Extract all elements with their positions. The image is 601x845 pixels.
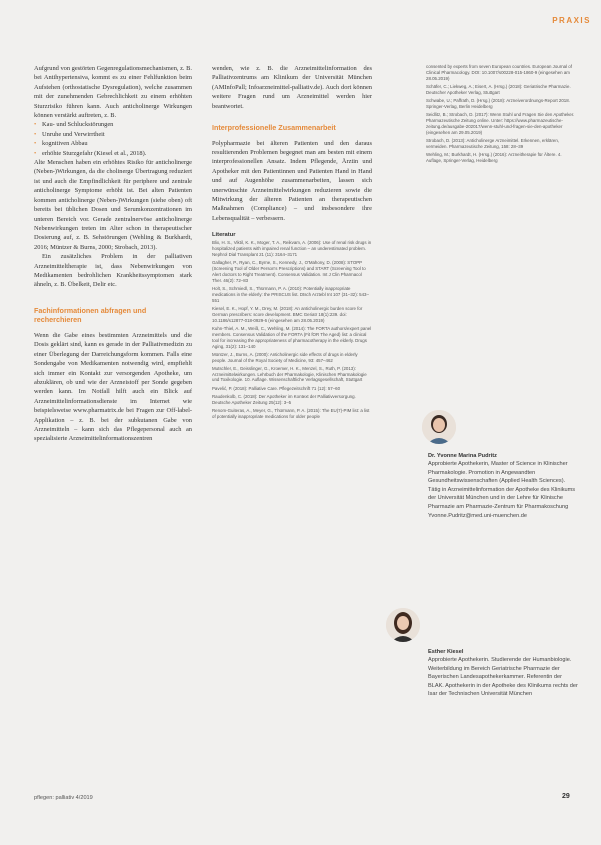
- author-bio: Approbierte Apothekerin. Studierende der Humanbiologie. Weiterbildung im Bereich Geriatrische Pharmazie der Bayerischen Landesapothekerkammer. Referentin der BLAK. Apothekerin in der Apotheke des Klinikums rechts der Isar der Technischen Universität München: [428, 657, 578, 698]
- body-paragraph: Wenn die Gabe eines bestimmten Arzneimittels und die Dosis geklärt sind, kann es gerade in der Palliativmedizin zu einer Überlegung der Darreichungsform kommen. Falls eine Sondengabe von Medikamenten notwendig wird, empfiehlt sich immer ein Kontakt zur versorgenden Apotheke, um abzuklären, ob und wie der Arzneistoff per Sonde gegeben werden kann. Im Notfall hilft auch ein Blick auf Arzneimittelinformationsdienste im Internet wie beispielsweise www.pharmatrix.de bei Fragen zur Off-label-Applikation – z. B. bei der subkutanen Gabe von Arzneimitteln – kann sich das Pflegepersonal auch an spezialisierte Arzneimittelinformationszentren: [34, 331, 192, 443]
- column-1: [34, 64, 192, 444]
- section-tag: PRAXIS: [552, 16, 591, 25]
- reference-item: Gallagher, P., Ryan, C., Byrne, S., Kennedy, J., O'Mahony, D. (2008): STOPP (Screening Tool of Older Person's Prescriptions) and START (Screening Tool to Alert doctors to Right Treatment). Consensus Validation. Int J Clin Pharmacol Ther. 46(2): 72–83: [212, 260, 366, 283]
- section-heading: Interprofessionelle Zusammenarbeit: [212, 123, 336, 133]
- bullet-item: • kognitiven Abbau: [42, 139, 192, 148]
- author-photo: [422, 410, 456, 444]
- reference-item: Kuhn-Thiel, A. M., Weiß, C., Wehling, M. (2014): The FORTA authors/expert panel members. Consensus Validation of the FORTA (Fit fOR The Aged) list: a clinical tool for increasing the appropriateness of pharmacotherapy in the elderly. Drugs Aging, 31(2): 131–140: [212, 325, 372, 349]
- reference-list: [212, 240, 372, 419]
- reference-item: Müntzer, J., Burns, A. (2000): Anticholinergic side effects of drugs in elderly people. Journal of the Royal Society of Medicine, 93: 457–462: [212, 351, 358, 363]
- reference-item: Schäfer, C.; Liekweg, A.; Eisert, A. (Hrsg.) (2018): Geriatrische Pharmazie. Deutscher Apotheker Verlag, Stuttgart: [426, 83, 571, 95]
- reference-item: Kiesel, E. K., Hopf, Y. M., Drey, M. (2018): An anticholinergic burden score for German prescribers: score development. BMC Geriatr 18(1):239. doi: 10.1186/s12877-018-0929-6 (eingesehen am 28.05.2019): [212, 305, 363, 323]
- author-1: [428, 452, 578, 520]
- body-paragraph: Polypharmazie bei älteren Patienten und den daraus resultierenden Problemen begegnet man am besten mit einem interprofessionellen Ansatz. Indem Pflegende, Ärztin und Apotheker mit den Patientinnen und Patienten Hand in Hand und auf Augenhöhe zusammenarbeiten, lassen sich unerwünschte Arzneimittelwirkungen reduzieren sowie die Mitwirkung der älteren Patienten an therapeutischen Maßnahmen (Compliance) – und insbesondere ihre Lebensqualität – verbessern.: [212, 139, 372, 222]
- reference-item: Strobach, D. (2013): Anticholinerge Arzneimittel. Erkennen, erklären, vermeiden. Pharmazeutische Zeitung, 158: 28–39: [426, 137, 560, 149]
- page-number: 29: [562, 793, 570, 800]
- body-paragraph: Alte Menschen haben ein erhöhtes Risiko für anticholinerge (Neben-)Wirkungen, da die cholinerge Übertragung reduziert ist und auch die Empfindlichkeit für periphere und zentrale anticholinerge Symptome erhöht ist. Bei alten Patienten kommen anticholinerge (Neben-)Wirkungen (siehe oben) oft bereits bei üblichen Dosen und Serumkonzentrationen im unteren Bereich vor. Gerade zentralnervöse anticholinerge Nebenwirkungen treten im Alter schon in therapeutischer Dosierung auf, z. B. Sehstörungen (Wehling & Burkhardt, 2016; Müntzer & Burns, 2000; Strobach, 2013).: [34, 159, 192, 251]
- body-paragraph: Aufgrund von gestörten Gegenregulationsmechanismen, z. B. bei Antihypertensiva, kommt es zu einer Fehlfunktion beim Aufstehen (orthostatische Dysregulation), welche zusammen mit der zunehmenden Gebrechlichkeit zu einem erhöhten Sturzrisiko führen kann. Auch anticholinerge Wirkungen können verstärkt auftreten, z. B.: [34, 65, 192, 120]
- author-name: Dr. Yvonne Marina Pudritz: [428, 453, 497, 459]
- bullet-item: • Kau- und Schluckstörungen: [42, 120, 192, 129]
- section-heading: Fachinformationen abfragen und recherchieren: [34, 305, 147, 325]
- reference-item: Holt, S., Schmiedl, S., Thürmann, P. A. (2010): Potentially inappropriate medications in the elderly: the PRISCUS list. Dtsch Arztebl Int 107 (31–32): 543–551: [212, 286, 369, 303]
- reference-item: Raudenkolb, C. (2018): Der Apotheker im Kontext der Palliativversorgung. Deutsche Apotheker Zeitung 25(12): 3–5: [212, 393, 356, 405]
- reference-item: Mutschler, E., Geisslinger, G., Kroemer, H. K., Menzel, S., Ruth, P. (2013): Arzneimittelwirkungen. Lehrbuch der Pharmakologie, Klinischen Pharmakologie und Toxikologie. 10. Auflage. Wissenschaftliche Verlagsgesellschaft, Stuttgart: [212, 365, 367, 383]
- reference-item: consented by experts from seven European countries. European Journal of Clinical Pharmacology. DOI: 10.1007/s00228-015-1860-9 (eingesehen am 28.05.2019): [426, 64, 572, 81]
- reference-item: Wehling, M.; Burkhardt, H. (Hrsg.) (2016): Arzneitherapie für Ältere. 4. Auflage, Springer-Verlag, Heidelberg: [426, 151, 562, 163]
- author-2: [428, 648, 578, 699]
- reference-item: Pavelić, P. (2018): Palliative Care. Pflegezeitschrift 71 (12): 57–60: [212, 385, 341, 391]
- bullet-item: • erhöhte Sturzgefahr (Kiesel et al., 2018).: [42, 149, 192, 158]
- footer-journal: pflegen: palliativ 4/2019: [34, 795, 93, 801]
- column-3: [426, 64, 576, 166]
- body-paragraph: wenden, wie z. B. die Arzneimittelinformation des Palliativzentrums am Klinikum der Universität München (AMInfoPall; Infoarzneimittel-palliativ.de). Auch dort können weitere Fragen rund um Arzneimittel werden hier beantwortet.: [212, 65, 372, 110]
- reference-item: Blix, H. S., Viktil, K. K., Moger, T. A., Reikvam, A. (2006): Use of renal risk drugs in hospitalized patients with impaired renal function – an underestimated problem. Nephrol Dial Transplant 21 (11): 3164–3171: [212, 240, 372, 258]
- body-paragraph: Ein zusätzliches Problem in der palliativen Arzneimitteltherapie ist, dass Nebenwirkungen von Medikamenten bedrohlichen Krankheitssymptomen stark ähneln, z. B. Übelkeit, Delir etc.: [34, 253, 192, 289]
- author-bio: Approbierte Apothekerin, Master of Science in Klinischer Pharmakologie. Promotion in Angewandten Gesundheitswissenschaften (Applied Health Sciences). Tätig in Arzneimittelinformation der Apotheke des Klinikums der Universität München und in der Lehre für Klinische Pharmazie am Pharmazie-Zentrum für Pharmakoschung: [428, 461, 576, 510]
- reference-item: Seidlitz, B.; Strobach, D. (2017): Wenn Stuhl und Fragen Sie den Apotheker. Pharmazeutische Zeitung online. Unter: https://www.pharmazeutische-zeitung.de/ausgabe-202017/wenn-stuhl-und-fragen-sie-den-apotheker (eingesehen am 29.05.2019): [426, 111, 575, 135]
- literature-heading: Literatur: [212, 232, 236, 239]
- reference-item: Schwabe, U.; Paffrath, D. (Hrsg.) (2018): Arzneiverordnungs-Report 2018. Springer-Verlag, Berlin Heidelberg: [426, 97, 570, 109]
- reference-item: Renom-Guiteras, A., Meyer, G., Thürmann, P. A. (2015): The EU(7)-PIM list: a list of potentially inappropriate medications for older people: [212, 407, 370, 419]
- author-photo: [386, 608, 420, 642]
- author-name: Esther Kiesel: [428, 649, 464, 655]
- author-email: Yvonne.Pudritz@med.uni-muenchen.de: [428, 512, 527, 519]
- bullet-list: [34, 120, 192, 158]
- column-2: [212, 64, 372, 422]
- bullet-item: • Unruhe und Verwirrtheit: [42, 130, 192, 139]
